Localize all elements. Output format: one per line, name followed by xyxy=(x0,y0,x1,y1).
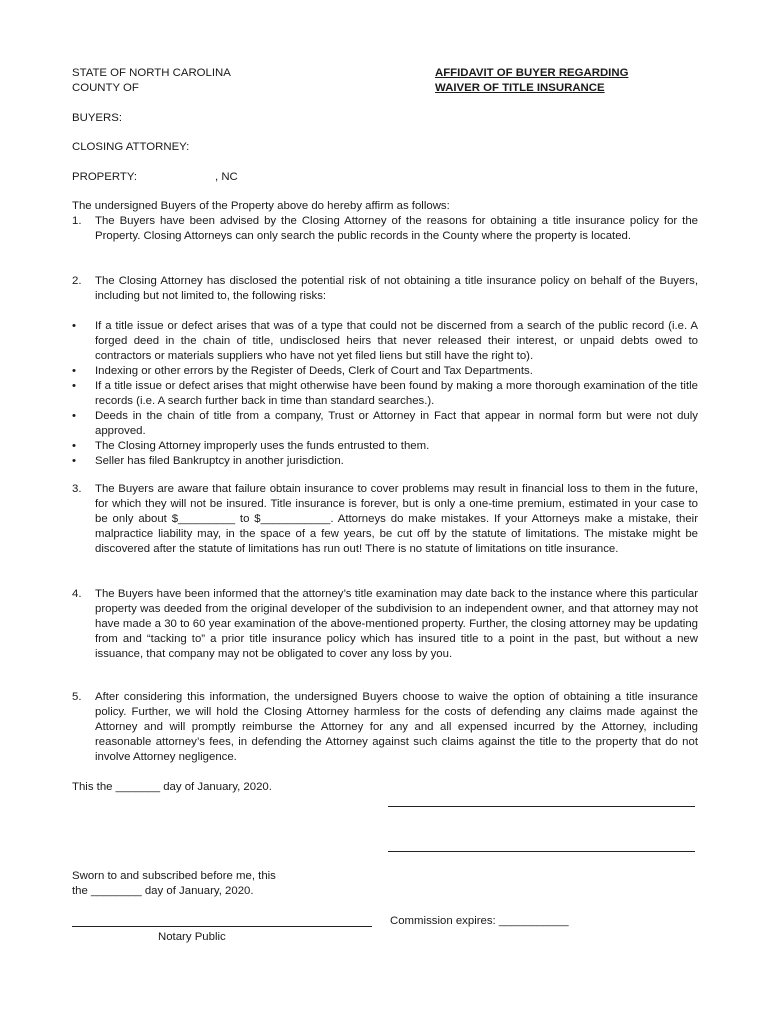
buyer-signature-line-2[interactable] xyxy=(388,851,695,852)
document-title xyxy=(435,66,628,96)
risk-item xyxy=(72,409,698,439)
notary-signature-line[interactable] xyxy=(72,926,372,927)
property-state: , NC xyxy=(215,171,238,183)
buyers-field: BUYERS: xyxy=(72,112,123,124)
risk-item xyxy=(72,379,698,409)
state-label: STATE OF NORTH CAROLINA xyxy=(72,67,231,79)
dated-line: This the _______ day of January, 2020. xyxy=(72,781,272,793)
bullet-icon: • xyxy=(72,440,76,452)
intro-text: The undersigned Buyers of the Property above do hereby affirm as follows: xyxy=(72,200,450,212)
sworn-statement xyxy=(72,869,276,899)
commission-expires: Commission expires: ___________ xyxy=(390,915,569,927)
item-number: 3. xyxy=(72,483,82,495)
bullet-icon: • xyxy=(72,380,76,392)
county-label: COUNTY OF xyxy=(72,82,139,94)
risk-text: Deeds in the chain of title from a company, Trust or Attorney in Fact that appear in normal form but were not duly approved. xyxy=(95,410,698,437)
item-text: The Buyers have been informed that the attorney’s title examination may date back to the instance where this particular property was deeded from the original developer of the subdivision to an independent owner, and that attorney may not have made a 30 to 60 year examination of the above-mentioned property. Further, the closing attorney may be updating from and “tacking to” a prior title insurance policy which has insured title to a point in the past, but without a new issuance, that company may not be obligated to cover any loss by you. xyxy=(95,588,698,660)
title-line-2: WAIVER OF TITLE INSURANCE xyxy=(435,82,605,94)
bullet-icon: • xyxy=(72,365,76,377)
list-item xyxy=(72,690,698,765)
risk-item xyxy=(72,364,698,379)
title-line-1: AFFIDAVIT OF BUYER REGARDING xyxy=(435,67,629,79)
item-text: After considering this information, the undersigned Buyers choose to waive the option of obtaining a title insurance policy. Further, we will hold the Closing Attorney harmless for the costs of defending any claims made against the Attorney and will promptly reimburse the Attorney for any and all expensed incurred by the Attorney, including reasonable attorney’s fees, in defending the Attorney against such claims against the title to the property that do not involve Attorney negligence. xyxy=(95,691,698,763)
property-field xyxy=(72,170,372,185)
list-item xyxy=(72,482,698,557)
buyer-signature-line-1[interactable] xyxy=(388,806,695,807)
list-item xyxy=(72,214,698,244)
sworn-line-1: Sworn to and subscribed before me, this xyxy=(72,870,276,882)
item-text: The Buyers are aware that failure obtain insurance to cover problems may result in financial loss to them in the future, for which they will not be insured. Title insurance is forever, but is only a one-time premium, estimated in your case to be only about $_________ to $___________. Attorneys do make mistakes. If your Attorneys make a mistake, their malpractice liability may, in the space of a few years, be cut off by the statute of limitations. The mistake might be discovered after the statute of limitations has run out! There is no statute of limitations on title insurance. xyxy=(95,483,698,555)
bullet-icon: • xyxy=(72,320,76,332)
item-number: 4. xyxy=(72,588,82,600)
item-number: 5. xyxy=(72,691,82,703)
risk-item xyxy=(72,454,698,469)
risk-list xyxy=(72,319,698,469)
item-text: The Buyers have been advised by the Closing Attorney of the reasons for obtaining a title insurance policy for the Property. Closing Attorneys can only search the public records in the County where the property is located. xyxy=(95,215,698,242)
item-text: The Closing Attorney has disclosed the potential risk of not obtaining a title insurance policy on behalf of the Buyers, including but not limited to, the following risks: xyxy=(95,275,698,302)
list-item xyxy=(72,587,698,662)
state-county-block xyxy=(72,66,231,96)
risk-text: Indexing or other errors by the Register of Deeds, Clerk of Court and Tax Departments. xyxy=(95,365,533,377)
bullet-icon: • xyxy=(72,455,76,467)
closing-attorney-field: CLOSING ATTORNEY: xyxy=(72,141,190,153)
risk-text: The Closing Attorney improperly uses the funds entrusted to them. xyxy=(95,440,430,452)
item-number: 1. xyxy=(72,215,82,227)
notary-label: Notary Public xyxy=(158,931,226,943)
risk-text: If a title issue or defect arises that was of a type that could not be discerned from a search of the public record (i.e. A forged deed in the chain of title, undisclosed heirs that never released their interest, or unpaid debts owed to contractors or materials suppliers who have not yet filed liens but still have the right to). xyxy=(95,320,698,362)
risk-item xyxy=(72,439,698,454)
list-item xyxy=(72,274,698,304)
risk-item xyxy=(72,319,698,364)
bullet-icon: • xyxy=(72,410,76,422)
risk-text: Seller has filed Bankruptcy in another jurisdiction. xyxy=(95,455,344,467)
risk-text: If a title issue or defect arises that might otherwise have been found by making a more thorough examination of the title records (i.e. A search further back in time than standard searches.). xyxy=(95,380,698,407)
sworn-line-2: the ________ day of January, 2020. xyxy=(72,885,254,897)
property-label: PROPERTY: xyxy=(72,171,137,183)
item-number: 2. xyxy=(72,275,82,287)
